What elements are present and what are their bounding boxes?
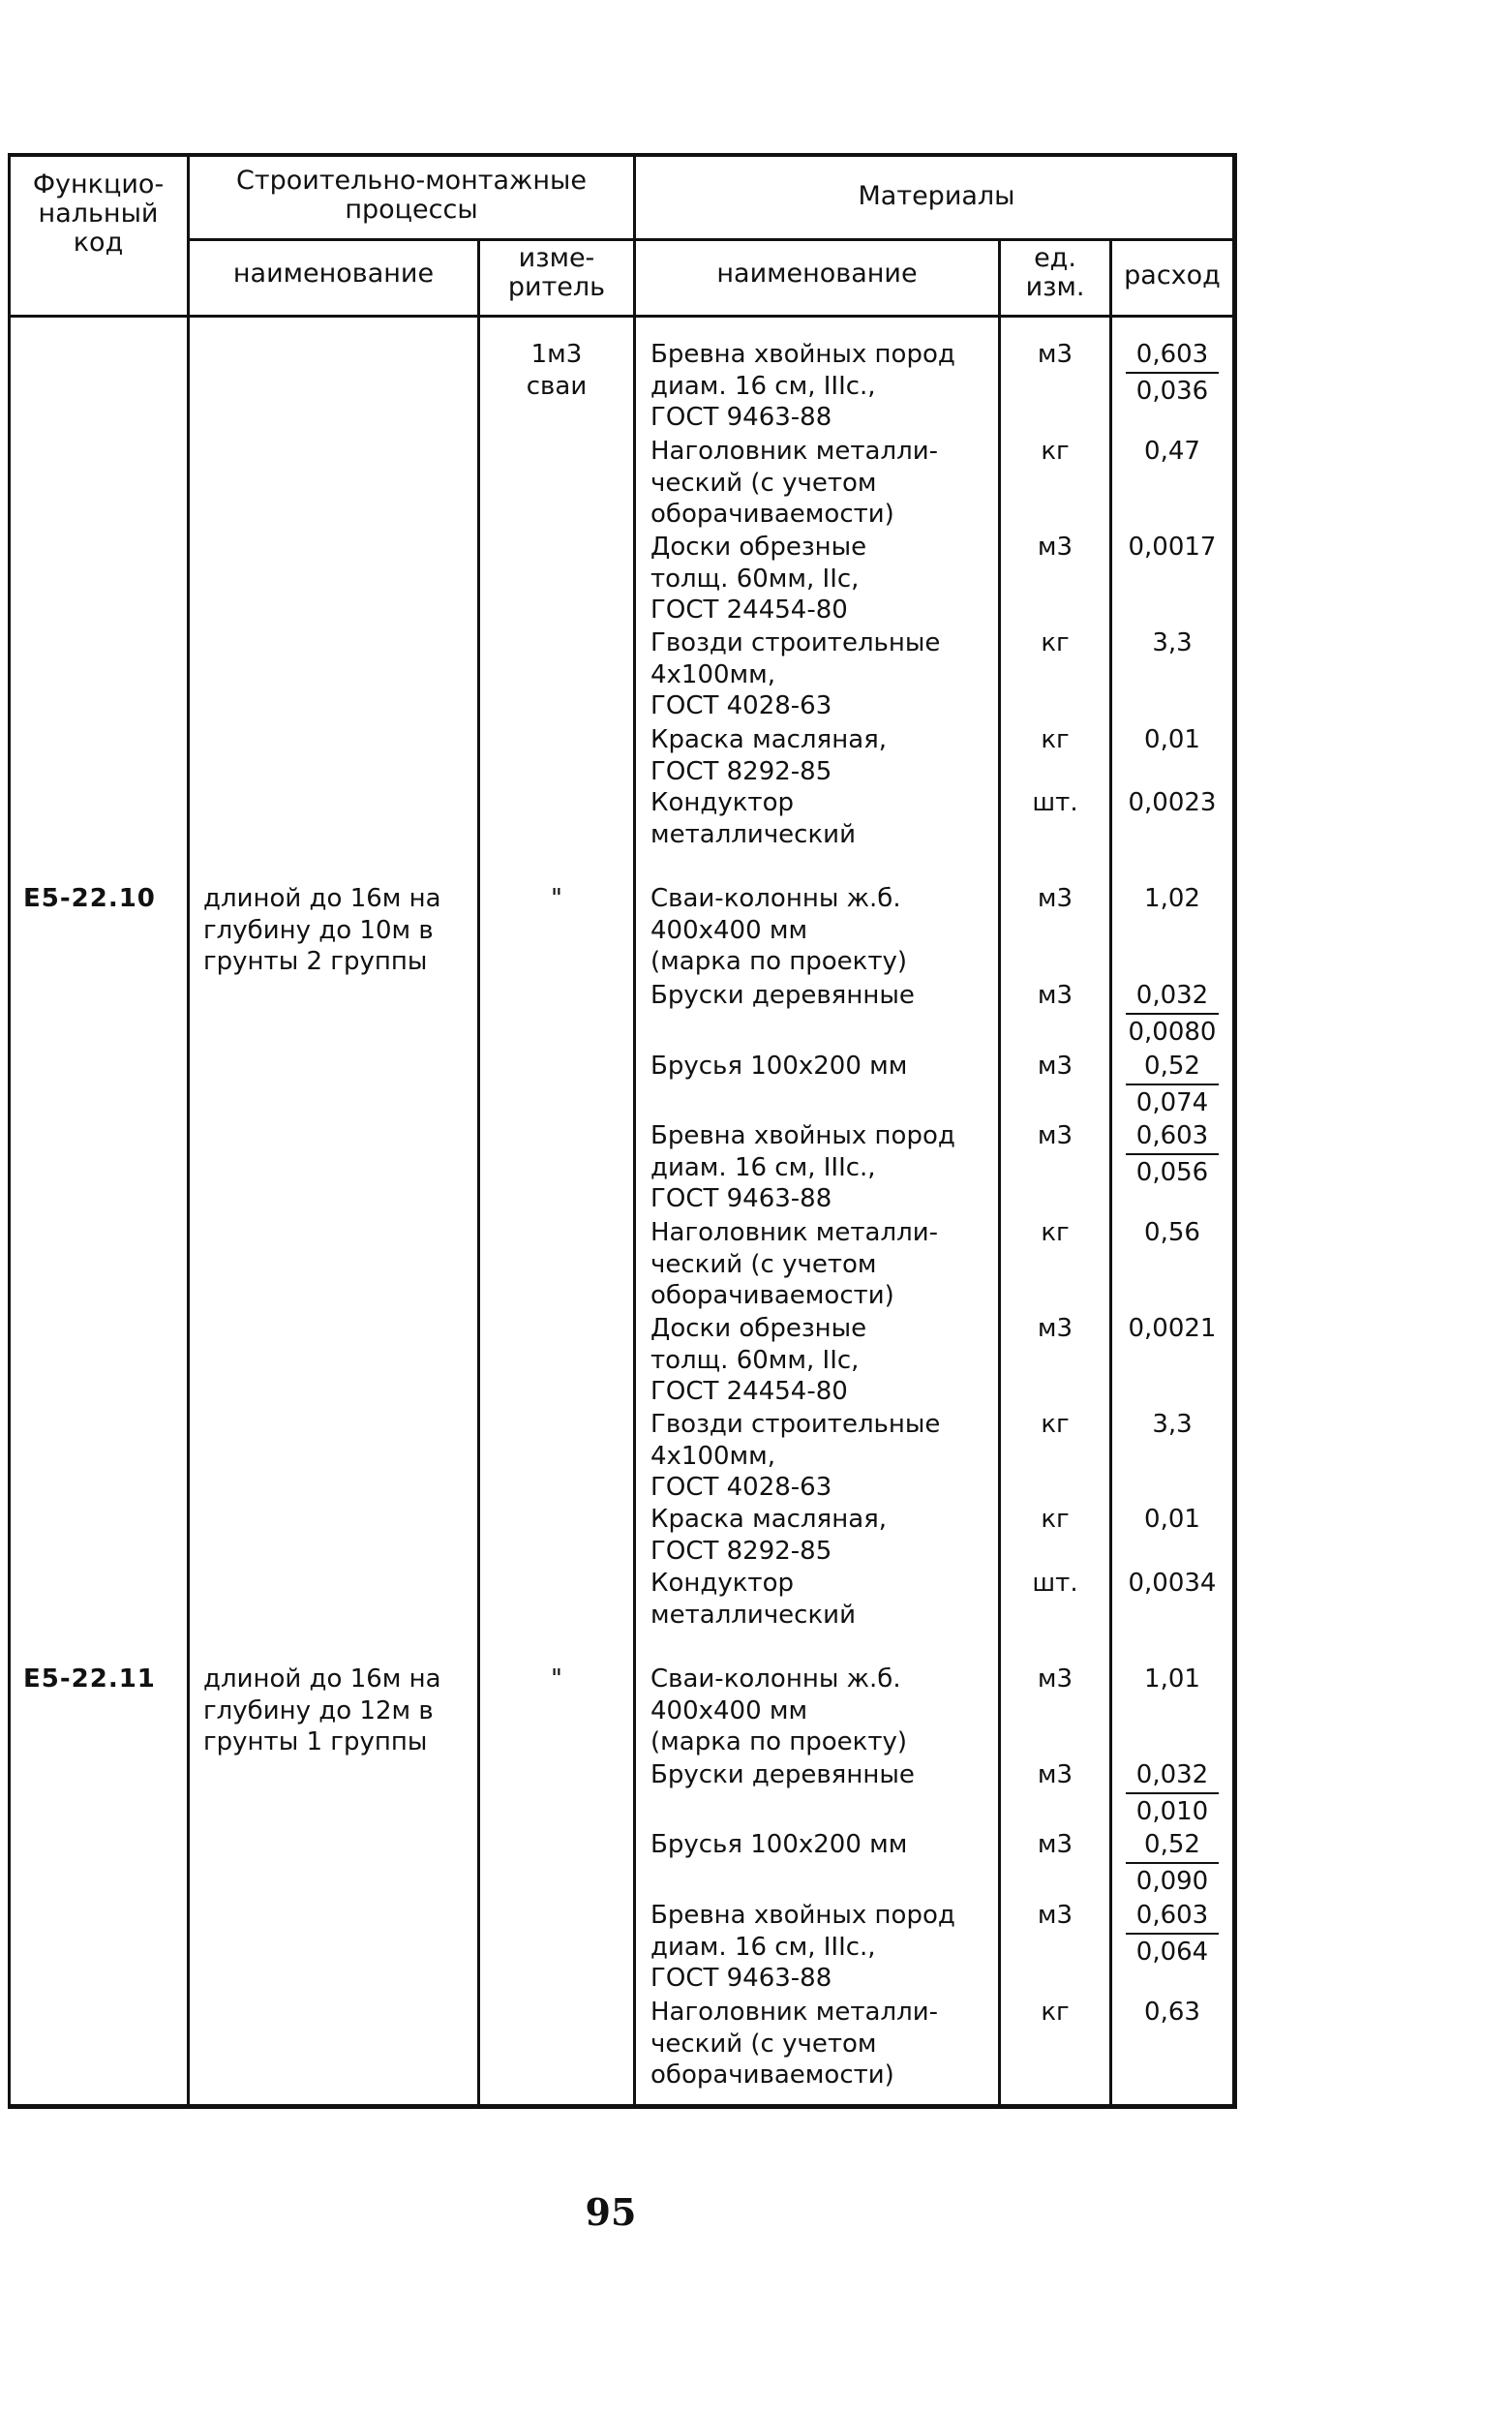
material-unit: кг [1041, 1218, 1070, 1247]
fraction-bar [1126, 1153, 1219, 1155]
material-name: Сваи-колонны ж.б. 400х400 мм (марка по проекту) [650, 884, 908, 976]
material-unit: кг [1041, 628, 1070, 657]
material-name: Бревна хвойных пород диам. 16 см, IIIс., ГОСТ 9463-88 [650, 1901, 955, 1993]
material-consumption [1126, 436, 1219, 467]
material-consumption [1126, 1900, 1219, 1968]
divider [477, 240, 480, 2109]
material-unit: м3 [1037, 533, 1074, 562]
fraction-bar [1126, 1013, 1219, 1015]
material-unit: шт. [1032, 1569, 1078, 1598]
material-unit: м3 [1037, 1052, 1074, 1081]
material-consumption [1126, 532, 1219, 563]
material-unit: м3 [1037, 1121, 1074, 1150]
header-construction-processes: Строительно-монтажные процессы [236, 166, 587, 225]
material-consumption [1126, 883, 1219, 914]
process-name: длиной до 16м на глубину до 10м в грунты 2 группы [203, 884, 441, 976]
material-name: Краска масляная, ГОСТ 8292-85 [650, 1505, 888, 1566]
material-consumption [1126, 787, 1219, 818]
divider [8, 315, 1237, 318]
material-name: Кондуктор металлический [650, 1569, 856, 1630]
header-functional-code: Функцио- нальный код [32, 169, 165, 258]
material-unit: м3 [1037, 1901, 1074, 1930]
material-unit: м3 [1037, 981, 1074, 1010]
material-unit: кг [1041, 1505, 1070, 1534]
consumption-value: 0,01 [1144, 1505, 1200, 1534]
material-consumption [1126, 980, 1219, 1048]
consumption-secondary-value: 0,074 [1135, 1088, 1209, 1117]
material-name: Бревна хвойных пород диам. 16 см, IIIс., ГОСТ 9463-88 [650, 340, 955, 432]
material-consumption [1126, 1568, 1219, 1599]
process-name: длиной до 16м на глубину до 12м в грунты 1 группы [203, 1664, 441, 1756]
functional-code: Е5-22.10 [23, 884, 156, 913]
material-name: Сваи-колонны ж.б. 400х400 мм (марка по проекту) [650, 1664, 908, 1756]
fraction-bar [1126, 1933, 1219, 1935]
material-unit: кг [1041, 1998, 1070, 2027]
material-unit: м3 [1037, 1314, 1074, 1343]
material-unit: м3 [1037, 1664, 1074, 1694]
fraction-bar [1126, 1792, 1219, 1794]
material-unit: м3 [1037, 1760, 1074, 1789]
material-unit: м3 [1037, 884, 1074, 913]
material-name: Бревна хвойных пород диам. 16 см, IIIс., ГОСТ 9463-88 [650, 1121, 955, 1213]
material-unit: кг [1041, 1410, 1070, 1439]
header-materials: Материалы [858, 181, 1015, 211]
header-process-name: наименование [232, 259, 435, 289]
material-name: Брусья 100х200 мм [650, 1830, 908, 1859]
fraction-bar [1126, 1862, 1219, 1864]
consumption-secondary-value: 0,010 [1135, 1797, 1209, 1826]
divider [1109, 240, 1112, 2109]
material-name: Наголовник металли- ческий (с учетом оборачиваемости) [650, 1218, 938, 1310]
material-consumption [1126, 1664, 1219, 1695]
process-meter: " [551, 884, 562, 913]
consumption-value: 1,01 [1144, 1664, 1200, 1694]
consumption-value: 1,02 [1144, 884, 1200, 913]
consumption-value: 0,0017 [1128, 533, 1217, 562]
material-unit: м3 [1037, 340, 1074, 369]
material-consumption [1126, 1997, 1219, 2028]
material-unit: кг [1041, 437, 1070, 466]
material-name: Гвозди строительные 4х100мм, ГОСТ 4028-63 [650, 628, 941, 720]
fraction-bar [1126, 1084, 1219, 1085]
material-consumption [1126, 1409, 1219, 1440]
consumption-value: 0,603 [1135, 1901, 1209, 1930]
consumption-value: 0,603 [1135, 1121, 1209, 1150]
material-consumption [1126, 1051, 1219, 1118]
material-consumption [1126, 1120, 1219, 1188]
material-name: Доски обрезные толщ. 60мм, IIс, ГОСТ 24454-80 [650, 533, 867, 625]
header-material-name: наименование [716, 259, 918, 289]
header-meter: изме- ритель [507, 243, 606, 302]
page-number: 95 [585, 2190, 637, 2234]
consumption-secondary-value: 0,090 [1135, 1867, 1209, 1896]
consumption-value: 0,0021 [1128, 1314, 1217, 1343]
consumption-value: 3,3 [1152, 628, 1193, 657]
consumption-value: 0,56 [1144, 1218, 1200, 1247]
header-consumption: расход [1124, 260, 1221, 290]
consumption-value: 0,01 [1144, 725, 1200, 754]
material-name: Бруски деревянные [650, 981, 915, 1010]
material-name: Наголовник металли- ческий (с учетом оборачиваемости) [650, 1998, 938, 2090]
consumption-value: 0,0034 [1128, 1569, 1217, 1598]
fraction-bar [1126, 372, 1219, 374]
material-name: Гвозди строительные 4х100мм, ГОСТ 4028-63 [650, 1410, 941, 1502]
material-consumption [1126, 627, 1219, 658]
material-consumption [1126, 1217, 1219, 1248]
divider [187, 238, 1237, 241]
material-consumption [1126, 1759, 1219, 1827]
material-unit: кг [1041, 725, 1070, 754]
divider [187, 153, 190, 2109]
material-consumption [1126, 1829, 1219, 1897]
consumption-value: 0,032 [1135, 981, 1209, 1010]
material-unit: м3 [1037, 1830, 1074, 1859]
consumption-value: 0,603 [1135, 340, 1209, 369]
process-meter: 1м3 сваи [526, 340, 588, 401]
consumption-value: 3,3 [1152, 1410, 1193, 1439]
material-name: Брусья 100х200 мм [650, 1052, 908, 1081]
material-name: Кондуктор металлический [650, 788, 856, 849]
consumption-secondary-value: 0,0080 [1128, 1018, 1217, 1047]
material-consumption [1126, 724, 1219, 755]
header-unit: ед. изм. [1025, 243, 1085, 302]
material-unit: шт. [1032, 788, 1078, 817]
consumption-value: 0,52 [1144, 1052, 1200, 1081]
material-name: Наголовник металли- ческий (с учетом оборачиваемости) [650, 437, 938, 529]
consumption-secondary-value: 0,036 [1135, 377, 1209, 406]
consumption-secondary-value: 0,056 [1135, 1158, 1209, 1187]
process-meter: " [551, 1664, 562, 1694]
material-name: Бруски деревянные [650, 1760, 915, 1789]
consumption-secondary-value: 0,064 [1135, 1938, 1209, 1967]
consumption-value: 0,63 [1144, 1998, 1200, 2027]
material-name: Краска масляная, ГОСТ 8292-85 [650, 725, 888, 786]
consumption-value: 0,52 [1144, 1830, 1200, 1859]
material-name: Доски обрезные толщ. 60мм, IIс, ГОСТ 24454-80 [650, 1314, 867, 1406]
divider [633, 153, 636, 2109]
material-consumption [1126, 339, 1219, 407]
functional-code: Е5-22.11 [23, 1664, 156, 1694]
material-consumption [1126, 1313, 1219, 1344]
consumption-value: 0,0023 [1128, 788, 1217, 817]
consumption-value: 0,47 [1144, 437, 1200, 466]
material-consumption [1126, 1504, 1219, 1535]
consumption-value: 0,032 [1135, 1760, 1209, 1789]
